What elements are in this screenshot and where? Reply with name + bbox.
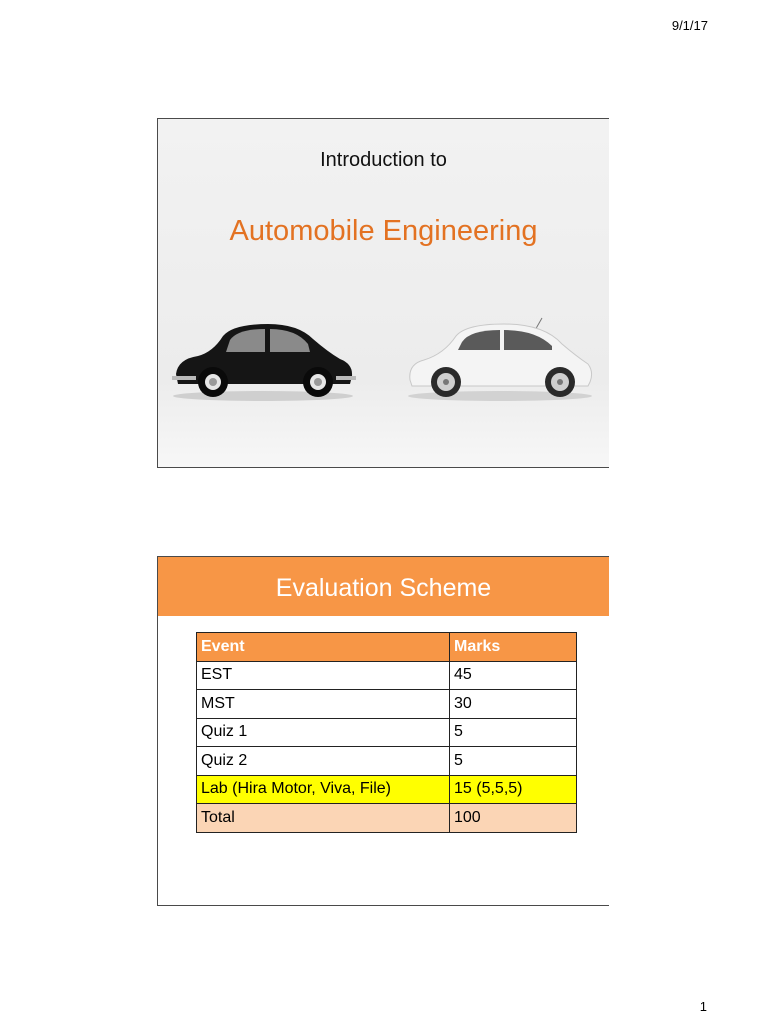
table-row	[197, 690, 577, 719]
evaluation-table	[196, 632, 577, 833]
table-row	[197, 747, 577, 776]
table-row	[197, 718, 577, 747]
marks-cell: 45	[450, 661, 577, 690]
table-row	[197, 661, 577, 690]
marks-cell: 15 (5,5,5)	[450, 775, 577, 804]
header-marks: Marks	[450, 633, 577, 662]
slide-intro	[157, 118, 609, 468]
evaluation-banner: Evaluation Scheme	[158, 557, 609, 616]
intro-text: Introduction to	[320, 149, 447, 171]
modern-white-car-image	[404, 314, 596, 404]
table-row-lab	[197, 775, 577, 804]
marks-cell: 30	[450, 690, 577, 719]
table-row-total	[197, 804, 577, 833]
slide-evaluation	[157, 556, 609, 906]
marks-cell: 100	[450, 804, 577, 833]
table-header-row	[197, 633, 577, 662]
date-label: 9/1/17	[671, 18, 708, 33]
header-event: Event	[197, 633, 450, 662]
event-cell: Lab (Hira Motor, Viva, File)	[197, 775, 450, 804]
classic-black-car-image	[168, 314, 358, 404]
event-cell: MST	[197, 690, 450, 719]
event-cell: Total	[197, 804, 450, 833]
marks-cell: 5	[450, 747, 577, 776]
event-cell: EST	[197, 661, 450, 690]
slide-title: Automobile Engineering	[229, 215, 538, 247]
marks-cell: 5	[450, 718, 577, 747]
event-cell: Quiz 1	[197, 718, 450, 747]
event-cell: Quiz 2	[197, 747, 450, 776]
page-number: 1	[699, 999, 707, 1014]
